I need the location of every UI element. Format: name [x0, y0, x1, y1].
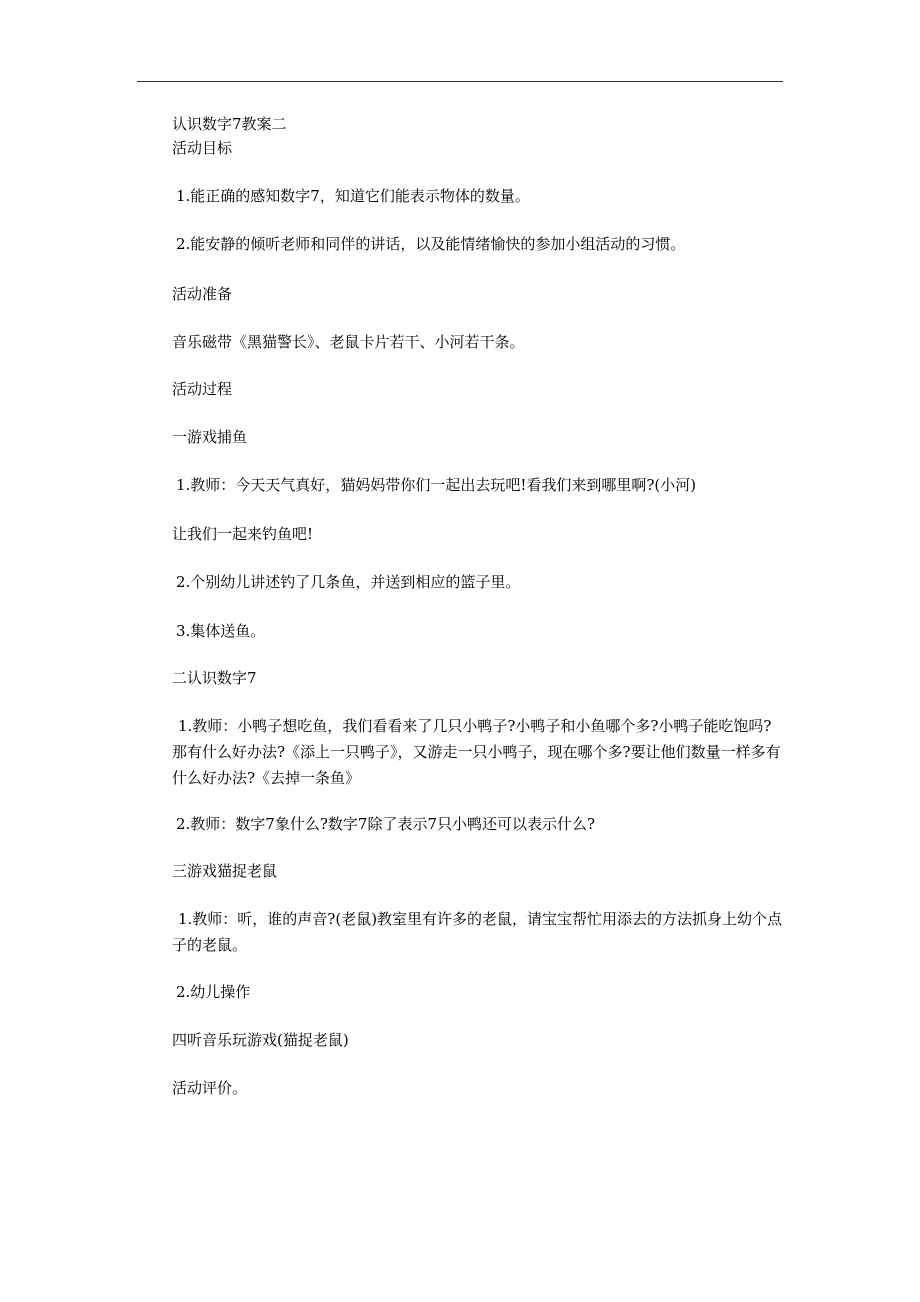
goal-item-2: 2.能安静的倾听老师和同伴的讲话，以及能情绪愉快的参加小组活动的习惯。: [176, 235, 686, 253]
part3-item-2: 2.幼儿操作: [176, 983, 251, 1001]
part1-item-1: 1.教师：今天天气真好，猫妈妈带你们一起出去玩吧!看我们来到哪里啊?(小河): [176, 476, 697, 494]
part1-item-3: 3.集体送鱼。: [176, 622, 266, 640]
process-heading: 活动过程: [172, 380, 233, 398]
part2-item-1: 1.教师：小鸭子想吃鱼，我们看看来了几只小鸭子?小鸭子和小鱼哪个多?小鸭子能吃饱吗?那有什么好办法?《添上一只鸭子》，又游走一只小鸭子，现在哪个多?要让他们数量一样多有什么好办法?《去掉一条鱼》: [172, 717, 781, 787]
prep-heading: 活动准备: [172, 285, 233, 303]
part1-heading: 一游戏捕鱼: [172, 428, 248, 446]
goal-item-1: 1.能正确的感知数字7，知道它们能表示物体的数量。: [176, 187, 530, 205]
part1-item-1-continued: 让我们一起来钓鱼吧!: [172, 525, 314, 543]
prep-text: 音乐磁带《黑猫警长》、老鼠卡片若干、小河若干条。: [172, 333, 525, 351]
part3-item-1: 1.教师：听，谁的声音?(老鼠)教室里有许多的老鼠，请宝宝帮忙用添去的方法抓身上幼个点子的老鼠。: [172, 910, 783, 954]
document-title: 认识数字7教案二: [172, 115, 287, 133]
part2-item-2: 2.教师：数字7象什么?数字7除了表示7只小鸭还可以表示什么?: [176, 815, 596, 833]
header-rule: [137, 81, 783, 82]
part3-heading: 三游戏猫捉老鼠: [172, 862, 278, 880]
part2-heading: 二认识数字7: [172, 669, 257, 687]
evaluation-text: 活动评价。: [172, 1079, 248, 1097]
part1-item-2: 2.个别幼儿讲述钓了几条鱼，并送到相应的篮子里。: [176, 573, 521, 591]
goal-heading: 活动目标: [172, 139, 233, 157]
part4-heading: 四听音乐玩游戏(猫捉老鼠): [172, 1031, 349, 1049]
